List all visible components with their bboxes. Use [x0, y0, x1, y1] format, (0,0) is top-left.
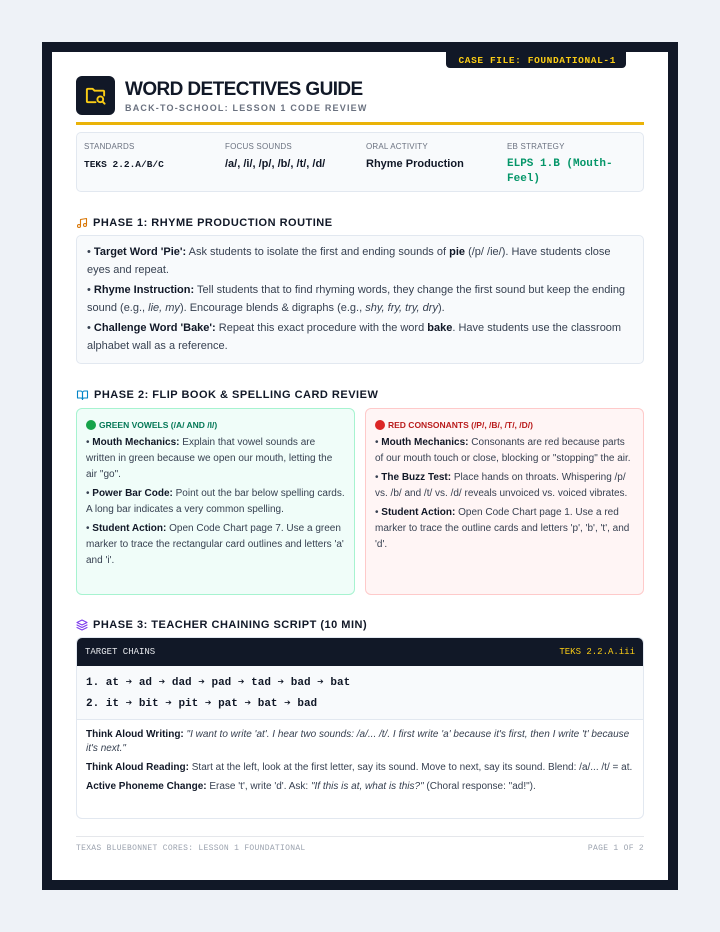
document-page [52, 52, 668, 880]
list-item: • Mouth Mechanics: Consonants are red because parts of our mouth touch or close, blocking or "stopping" the air. [375, 437, 631, 464]
red-consonants-title: RED CONSONANTS (/P/, /B/, /T/, /D/) [375, 417, 634, 433]
meta-label: STANDARDS [84, 142, 135, 151]
phase1-box [76, 235, 644, 364]
script-writing: Think Aloud Writing: "I want to write 'at'. I hear two sounds: /a/... /t/. I first write 'a' because it's first, then I write 't' because it's next." [86, 729, 630, 754]
meta-label: FOCUS SOUNDS [225, 142, 292, 151]
list-item: • Student Action: Open Code Chart page 1. Use a red marker to trace the outline cards and letters 'p', 'b', 't', and 'd'. [375, 507, 630, 550]
folder-search-icon [76, 76, 115, 115]
layers-icon [76, 619, 88, 631]
meta-label: EB STRATEGY [507, 142, 565, 151]
phase3-title: PHASE 3: TEACHER CHAINING SCRIPT (10 MIN) [93, 619, 368, 631]
phase2-heading [76, 389, 378, 401]
green-dot-icon [86, 420, 96, 430]
chain-line: 2. it ➔ bit ➔ pit ➔ pat ➔ bat ➔ bad [86, 698, 318, 710]
chains-header-standard: TEKS 2.2.A.iii [559, 647, 635, 657]
meta-value: ELPS 1.B (Mouth-Feel) [507, 158, 613, 185]
phase1-title: PHASE 1: RHYME PRODUCTION ROUTINE [93, 217, 333, 229]
header [76, 76, 644, 126]
meta-oral-activity [366, 142, 464, 172]
meta-value: TEKS 2.2.A/B/C [84, 159, 164, 170]
footer [76, 844, 644, 853]
target-chains [77, 666, 643, 720]
list-item: • Target Word 'Pie': Ask students to isolate the first and ending sounds of pie (/p/ /ie/). Have students close eyes and repeat. [87, 246, 611, 276]
teacher-script [77, 720, 643, 794]
meta-standards [84, 142, 164, 172]
green-vowels-title: GREEN VOWELS (/A/ AND /I/) [86, 417, 345, 433]
list-item: • The Buzz Test: Place hands on throats. Whispering /p/ vs. /b/ and /t/ vs. /d/ reveals unvoiced vs. voiced vibrates. [375, 472, 628, 499]
music-note-icon [76, 217, 88, 229]
footer-divider [76, 836, 644, 837]
red-dot-icon [375, 420, 385, 430]
gold-divider [76, 122, 644, 125]
list-item: • Student Action: Open Code Chart page 7. Use a green marker to trace the rectangular card outlines and letters 'a' and 'i'. [86, 523, 344, 566]
list-item: • Mouth Mechanics: Explain that vowel sounds are written in green because we open our mouth, letting the air "go". [86, 437, 333, 480]
script-reading: Think Aloud Reading: Start at the left, look at the first letter, say its sound. Move to next, say its sound. Blend: /a/... /t/ = at. [86, 762, 633, 773]
chains-header [77, 638, 643, 666]
phase3-heading [76, 619, 367, 631]
red-consonants-card [365, 408, 644, 595]
green-vowels-card [76, 408, 355, 595]
meta-label: ORAL ACTIVITY [366, 142, 428, 151]
case-file-tab: CASE FILE: FOUNDATIONAL-1 [446, 52, 626, 68]
phase2-title: PHASE 2: FLIP BOOK & SPELLING CARD REVIEW [94, 389, 379, 401]
page-title: WORD DETECTIVES GUIDE [125, 79, 363, 100]
chains-header-label: TARGET CHAINS [85, 647, 156, 657]
page-number: PAGE 1 OF 2 [587, 844, 644, 853]
chain-line: 1. at ➔ ad ➔ dad ➔ pad ➔ tad ➔ bad ➔ bat [86, 677, 351, 689]
meta-value: Rhyme Production [366, 158, 464, 170]
phase1-heading [76, 217, 333, 229]
meta-focus-sounds [225, 142, 325, 172]
list-item: • Challenge Word 'Bake': Repeat this exact procedure with the word bake. Have students use the classroom alphabet wall as a reference. [87, 322, 622, 352]
lesson-meta-bar [76, 132, 644, 192]
chaining-script-card [76, 637, 644, 819]
list-item: • Rhyme Instruction: Tell students that to find rhyming words, they change the first sound but keep the ending sound (e.g., lie, my). Encourage blends & digraphs (e.g., shy, fry, try, dry). [87, 284, 626, 314]
page-subtitle: BACK-TO-SCHOOL: LESSON 1 CODE REVIEW [125, 103, 368, 113]
footer-left: TEXAS BLUEBONNET CORES: LESSON 1 FOUNDATIONAL [76, 844, 306, 853]
list-item: • Power Bar Code: Point out the bar below spelling cards. A long bar indicates a very common spelling. [86, 488, 345, 515]
meta-eb-strategy [507, 142, 632, 187]
meta-value: /a/, /i/, /p/, /b/, /t/, /d/ [225, 158, 326, 170]
script-phoneme-change: Active Phoneme Change: Erase 't', write 'd'. Ask: "If this is at, what is this?" (Choral response: "ad!"). [86, 781, 536, 792]
open-book-icon [76, 389, 89, 401]
